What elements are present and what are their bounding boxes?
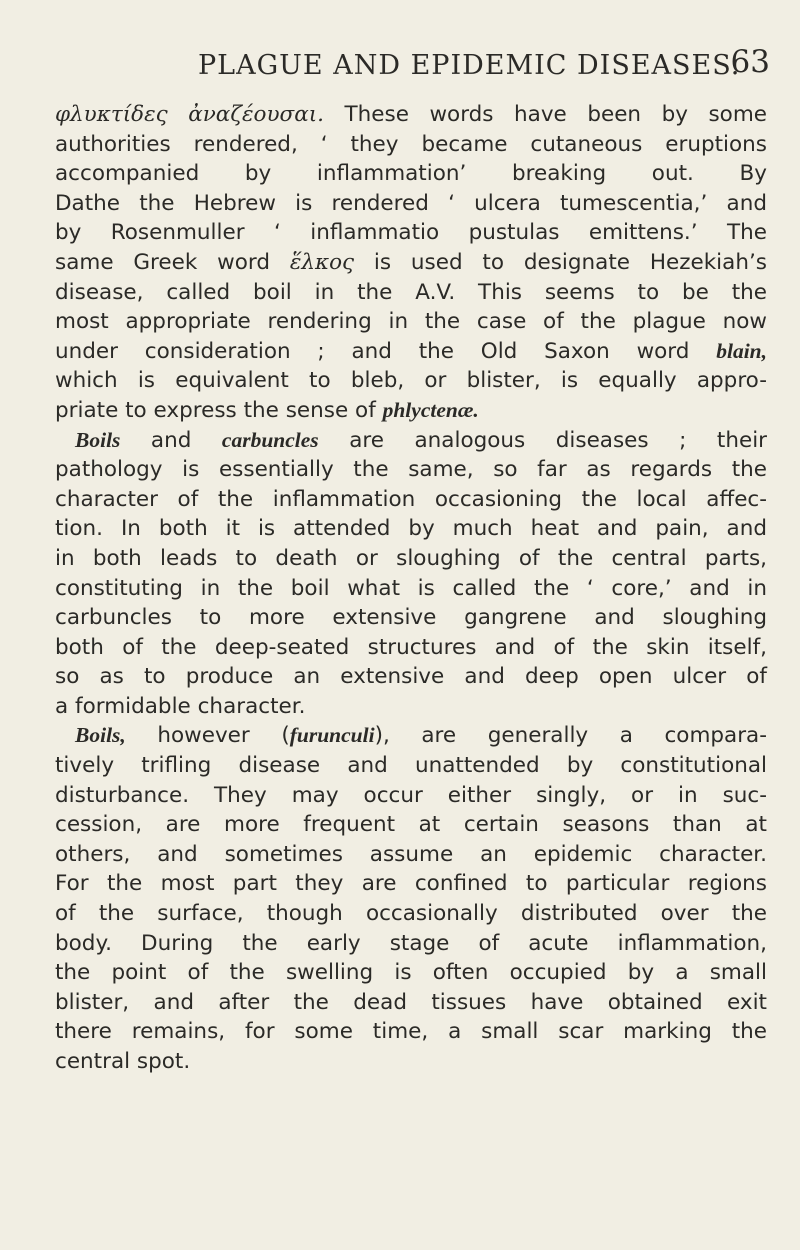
text-line: character of the inflammation occasioning the local affec- <box>55 486 767 512</box>
text-line: Boils, however (furunculi), are generally a compara- <box>75 723 767 749</box>
italic-term: furunculi <box>289 723 375 748</box>
body-text <box>55 100 767 1077</box>
text-line: by Rosenmuller ‘ inflammatio pustulas emittens.’ The <box>55 220 767 246</box>
text-line: constituting in the boil what is called the ‘ core,’ and in <box>55 575 767 601</box>
text-line: so as to produce an extensive and deep open ulcer of <box>55 664 767 690</box>
text-line: both of the deep-seated structures and of the skin itself, <box>55 634 767 660</box>
text-line: authorities rendered, ‘ they became cutaneous eruptions <box>55 131 767 157</box>
italic-term: blain, <box>716 338 767 363</box>
italic-term: phlyctenæ. <box>382 397 479 422</box>
text-line: most appropriate rendering in the case of the plague now <box>55 309 767 335</box>
text-line: under consideration ; and the Old Saxon word blain, <box>55 338 767 364</box>
text-line: of the surface, though occasionally distributed over the <box>55 901 767 927</box>
running-title: PLAGUE AND EPIDEMIC DISEASES. <box>198 50 741 81</box>
text-line: cession, are more frequent at certain seasons than at <box>55 812 767 838</box>
running-head <box>168 44 790 84</box>
text-line: carbuncles to more extensive gangrene and sloughing <box>55 605 767 631</box>
text-line: in both leads to death or sloughing of the central parts, <box>55 545 767 571</box>
text-line: disturbance. They may occur either singly, or in suc- <box>55 782 767 808</box>
text-line: disease, called boil in the A.V. This seems to be the <box>55 279 767 305</box>
italic-term: Boils, <box>75 723 126 748</box>
text-line: the point of the swelling is often occupied by a small <box>55 960 767 986</box>
text-line: blister, and after the dead tissues have obtained exit <box>55 989 767 1015</box>
text-line: Dathe the Hebrew is rendered ‘ ulcera tumescentia,’ and <box>55 190 767 216</box>
text-line: priate to express the sense of phlyctenæ. <box>55 397 479 423</box>
text-line: accompanied by inflammation’ breaking out. By <box>55 161 767 187</box>
italic-term: carbuncles <box>221 427 319 452</box>
text-line: body. During the early stage of acute inflammation, <box>55 930 767 956</box>
page-number: 63 <box>730 44 770 80</box>
text-line: central spot. <box>55 1049 191 1074</box>
text-line: tively trifling disease and unattended by constitutional <box>55 753 767 779</box>
text-line: pathology is essentially the same, so far as regards the <box>55 457 767 483</box>
text-line: For the most part they are confined to particular regions <box>55 871 767 897</box>
text-line: tion. In both it is attended by much heat and pain, and <box>55 516 767 542</box>
text-line: there remains, for some time, a small scar marking the <box>55 1019 767 1045</box>
greek-phrase: φλυκτίδες ἀναζέουσαι. <box>55 102 324 127</box>
text-line: φλυκτίδες ἀναζέουσαι. These words have been by some <box>55 102 767 127</box>
text-line: same Greek word ἕλκος is used to designate Hezekiah’s <box>55 249 767 275</box>
text-line: others, and sometimes assume an epidemic character. <box>55 841 767 867</box>
italic-term: Boils <box>75 427 121 452</box>
text-line: a formidable character. <box>55 693 306 719</box>
text-line: Boils and carbuncles are analogous diseases ; their <box>75 427 768 453</box>
text-line: which is equivalent to bleb, or blister, is equally appro- <box>55 368 767 394</box>
greek-word: ἕλκος <box>289 249 355 275</box>
